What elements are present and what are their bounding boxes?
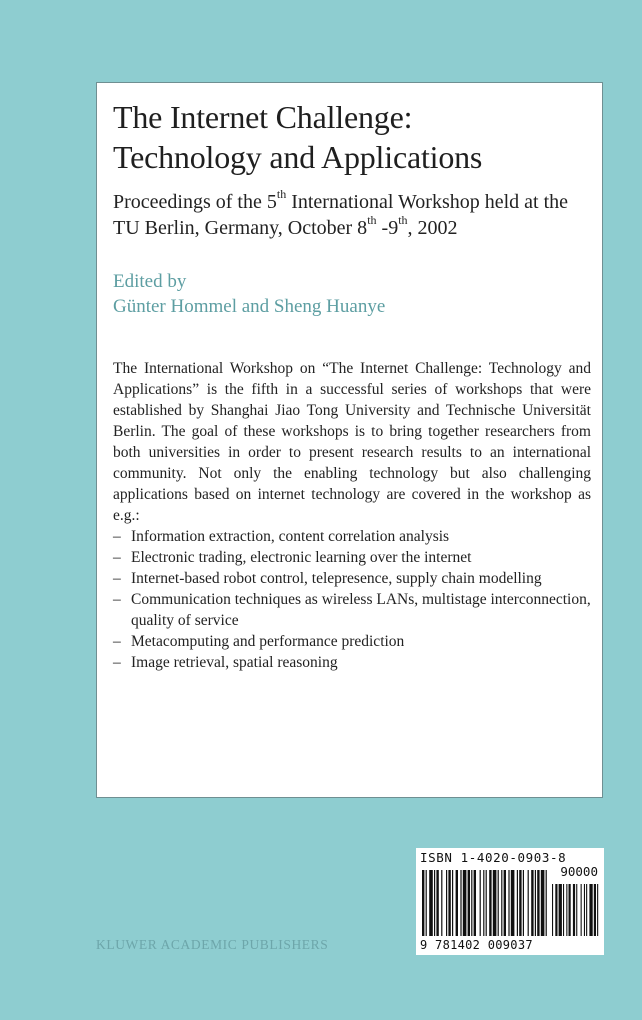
- isbn-number: ISBN 1-4020-0903-8: [420, 850, 567, 865]
- barcode-addon-bar: [584, 884, 585, 936]
- list-item: – Image retrieval, spatial reasoning: [113, 654, 338, 671]
- list-item: – Information extraction, content correlation analysis: [113, 528, 450, 545]
- barcode-bar: [460, 870, 461, 936]
- barcode-bar: [446, 870, 447, 936]
- barcode-bar: [441, 870, 442, 936]
- barcode-bar: [504, 870, 506, 936]
- price-code: 90000: [560, 864, 598, 879]
- barcode-bar: [489, 870, 491, 936]
- editor-names: Günter Hommel and Sheng Huanye: [113, 296, 386, 317]
- barcode-addon-bar: [586, 884, 587, 936]
- proceedings-subtitle: Proceedings of the 5th International Workshop held at the TU Berlin, Germany, October 8th -9th, 2002: [113, 187, 569, 239]
- barcode-bars: [418, 868, 602, 940]
- barcode-bar: [517, 870, 518, 936]
- barcode-addon-bar: [589, 884, 592, 936]
- barcode-bar: [436, 870, 438, 936]
- title-line-2: Technology and Applications: [113, 139, 483, 175]
- barcode-addon-bar: [594, 884, 596, 936]
- editors-block: [113, 269, 593, 319]
- barcode-bar: [541, 870, 545, 936]
- description: [113, 358, 591, 673]
- dash-bullet: –: [113, 591, 121, 608]
- barcode-bar: [498, 870, 499, 936]
- barcode-bar: [468, 870, 470, 936]
- barcode-bar: [463, 870, 467, 936]
- edited-by-label: Edited by: [113, 271, 187, 292]
- barcode-bar: [434, 870, 435, 936]
- title-line-1: The Internet Challenge:: [113, 99, 413, 135]
- book-title: [113, 97, 593, 177]
- barcode-bar: [537, 870, 539, 936]
- dash-bullet: –: [113, 549, 121, 566]
- barcode-bar: [486, 870, 487, 936]
- barcode-addon-bar: [581, 884, 582, 936]
- barcode-bar: [480, 870, 481, 936]
- intro-paragraph: The International Workshop on “The Internet Challenge: Technology and Applications” is the fifth in a successful series of workshops that were established by Shanghai Jiao Tong University and Technische Universität Berlin. The goal of these workshops is to bring together researchers from both universities in order to present research results to an international community. Not only the enabling technology but also challenging applications based on internet technology are covered in the workshop as e.g.:: [113, 360, 591, 524]
- barcode-bar: [456, 870, 458, 936]
- barcode-bar: [535, 870, 536, 936]
- barcode-addon-bar: [552, 884, 553, 936]
- barcode-bar: [531, 870, 533, 936]
- dash-bullet: –: [113, 528, 121, 545]
- ean-digits: 9 781402 009037: [420, 938, 533, 952]
- dash-bullet: –: [113, 570, 121, 587]
- barcode-bar: [493, 870, 497, 936]
- barcode-bar: [471, 870, 472, 936]
- list-item: – Communication techniques as wireless LANs, multistage interconnection, quality of service: [113, 591, 591, 629]
- barcode-bar: [528, 870, 529, 936]
- barcode-bar: [422, 870, 424, 936]
- list-item: – Internet-based robot control, telepresence, supply chain modelling: [113, 570, 542, 587]
- barcode-bar: [429, 870, 433, 936]
- barcode-bar: [523, 870, 524, 936]
- barcode-bar: [426, 870, 427, 936]
- barcode-addon-bar: [576, 884, 577, 936]
- barcode-addon-bar: [566, 884, 567, 936]
- barcode-addon-bar: [597, 884, 598, 936]
- barcode-bar: [448, 870, 450, 936]
- barcode-bar: [519, 870, 521, 936]
- barcode-bar: [511, 870, 515, 936]
- back-cover-panel: [96, 82, 603, 798]
- topic-list: [113, 526, 591, 673]
- dash-bullet: –: [113, 633, 121, 650]
- barcode: [416, 848, 604, 955]
- list-item: – Electronic trading, electronic learning over the internet: [113, 549, 472, 566]
- barcode-addon-bar: [559, 884, 562, 936]
- publisher-name: KLUWER ACADEMIC PUBLISHERS: [96, 937, 329, 952]
- barcode-bar: [452, 870, 453, 936]
- barcode-bar: [483, 870, 484, 936]
- list-item: – Metacomputing and performance prediction: [113, 633, 405, 650]
- barcode-addon-bar: [569, 884, 571, 936]
- dash-bullet: –: [113, 654, 121, 671]
- barcode-bar: [501, 870, 502, 936]
- barcode-addon-bar: [563, 884, 564, 936]
- barcode-bar: [508, 870, 509, 936]
- barcode-bar: [546, 870, 547, 936]
- barcode-bar: [474, 870, 476, 936]
- barcode-addon-bar: [555, 884, 557, 936]
- barcode-addon-bar: [573, 884, 575, 936]
